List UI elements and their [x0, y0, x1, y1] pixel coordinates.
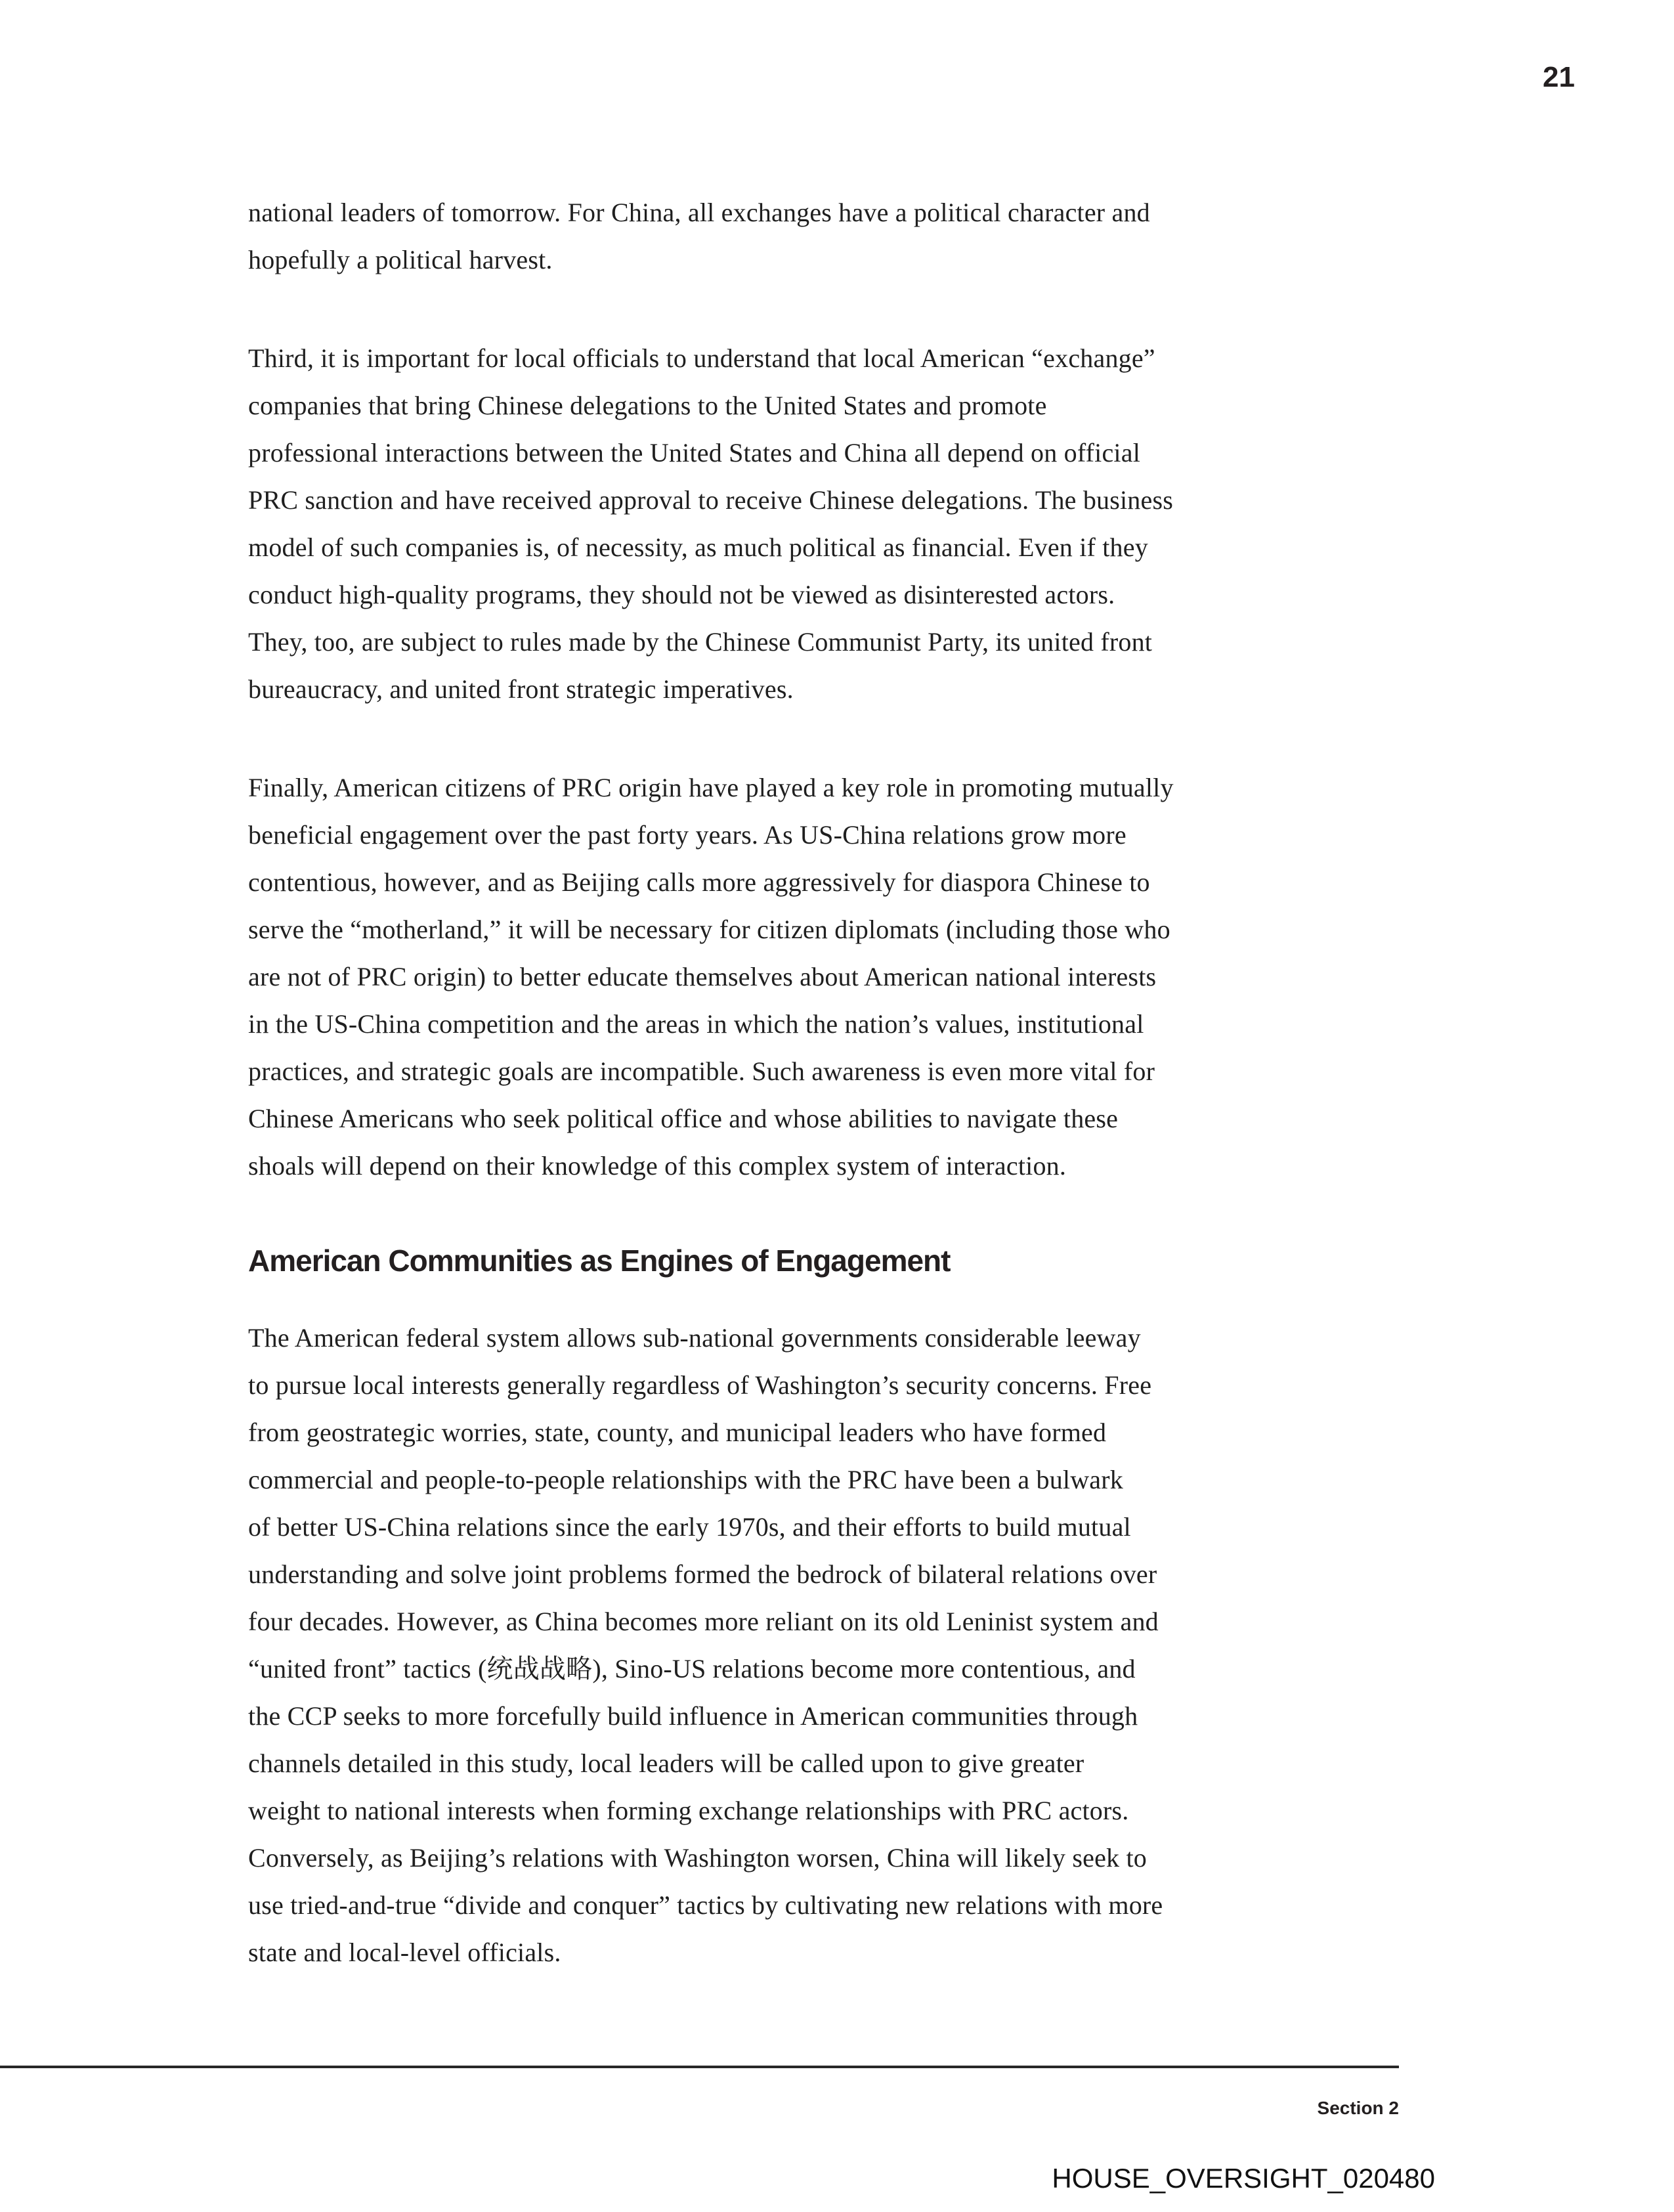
- text-line: use tried-and-true “divide and conquer” tactics by cultivating new relations with more: [248, 1890, 1163, 1920]
- paragraph: [248, 189, 1377, 284]
- text-line: They, too, are subject to rules made by the Chinese Communist Party, its united front: [248, 627, 1153, 657]
- paragraph: [248, 1314, 1377, 1976]
- text-line: shoals will depend on their knowledge of this complex system of interaction.: [248, 1151, 1067, 1181]
- text-line: state and local-level officials.: [248, 1938, 561, 1967]
- text-line: serve the “motherland,” it will be necessary for citizen diplomats (including those who: [248, 915, 1170, 944]
- text-line: from geostrategic worries, state, county, and municipal leaders who have formed: [248, 1418, 1107, 1447]
- section-heading: American Communities as Engines of Engagement: [248, 1244, 951, 1278]
- text-line: are not of PRC origin) to better educate themselves about American national interests: [248, 962, 1157, 991]
- text-line: conduct high-quality programs, they should not be viewed as disinterested actors.: [248, 580, 1115, 609]
- text-line: understanding and solve joint problems formed the bedrock of bilateral relations over: [248, 1559, 1157, 1589]
- text-line: weight to national interests when forming exchange relationships with PRC actors.: [248, 1796, 1129, 1825]
- text-line: model of such companies is, of necessity, as much political as financial. Even if they: [248, 532, 1148, 562]
- text-line: “united front” tactics (统战战略), Sino-US relations become more contentious, and: [248, 1654, 1136, 1683]
- text-line: bureaucracy, and united front strategic imperatives.: [248, 674, 794, 704]
- text-line: The American federal system allows sub-national governments considerable leeway: [248, 1323, 1141, 1353]
- text-line: practices, and strategic goals are incompatible. Such awareness is even more vital for: [248, 1056, 1155, 1086]
- footer-section-label: Section 2: [1317, 2098, 1399, 2118]
- text-line: of better US-China relations since the early 1970s, and their efforts to build mutual: [248, 1512, 1131, 1542]
- text-line: professional interactions between the United States and China all depend on official: [248, 438, 1141, 467]
- text-line: hopefully a political harvest.: [248, 245, 553, 274]
- text-line: the CCP seeks to more forcefully build influence in American communities through: [248, 1701, 1138, 1731]
- text-line: four decades. However, as China becomes more reliant on its old Leninist system and: [248, 1607, 1159, 1636]
- page-content: [248, 0, 1377, 2028]
- paragraph: [248, 764, 1377, 1190]
- text-line: contentious, however, and as Beijing calls more aggressively for diaspora Chinese to: [248, 867, 1150, 897]
- text-line: national leaders of tomorrow. For China, all exchanges have a political character and: [248, 198, 1150, 227]
- text-line: in the US-China competition and the areas in which the nation’s values, institutional: [248, 1009, 1144, 1039]
- bates-stamp: HOUSE_OVERSIGHT_020480: [1052, 2163, 1435, 2194]
- page-number: 21: [1543, 61, 1575, 93]
- text-line: channels detailed in this study, local leaders will be called upon to give greater: [248, 1748, 1084, 1778]
- text-line: commercial and people-to-people relationships with the PRC have been a bulwark: [248, 1465, 1123, 1494]
- footer-divider: [0, 2066, 1399, 2068]
- text-line: companies that bring Chinese delegations to the United States and promote: [248, 391, 1047, 420]
- text-line: Conversely, as Beijing’s relations with Washington worsen, China will likely seek to: [248, 1843, 1147, 1873]
- text-line: to pursue local interests generally regardless of Washington’s security concerns. Free: [248, 1370, 1152, 1400]
- text-line: Chinese Americans who seek political office and whose abilities to navigate these: [248, 1104, 1119, 1133]
- text-line: beneficial engagement over the past forty years. As US-China relations grow more: [248, 820, 1127, 850]
- text-line: Finally, American citizens of PRC origin have played a key role in promoting mutually: [248, 773, 1174, 802]
- paragraph: [248, 335, 1377, 713]
- text-line: Third, it is important for local officials to understand that local American “exchange”: [248, 343, 1155, 373]
- text-line: PRC sanction and have received approval to receive Chinese delegations. The business: [248, 485, 1173, 515]
